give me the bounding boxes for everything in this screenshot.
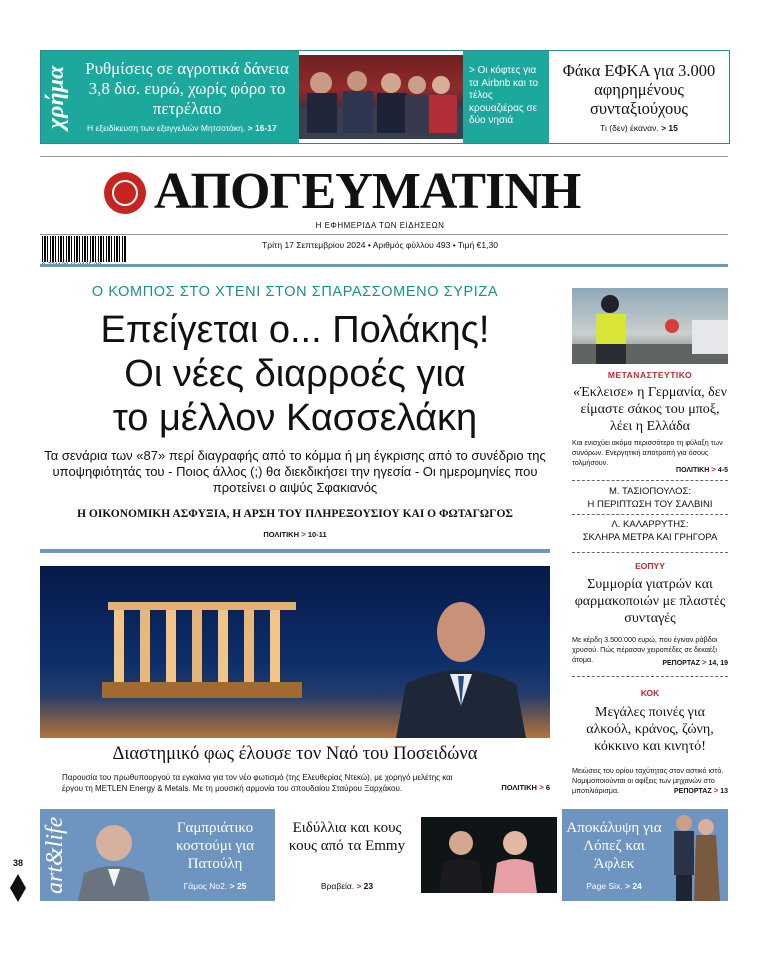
page-number: 38 <box>12 858 23 868</box>
patoulis-page: > 25 <box>229 881 247 891</box>
sidebar-divider-2 <box>572 514 728 515</box>
diamond-icon <box>10 874 26 902</box>
lead-section: ΠΟΛΙΤΙΚΗ <box>263 530 299 539</box>
patoulis-subline <box>158 881 272 891</box>
kok-headline[interactable]: Μεγάλες ποινές για αλκοόλ, κράνος, ζώνη, κόκκινο και κινητό! <box>586 705 714 754</box>
eopyy-arrow-icon: > <box>701 658 707 667</box>
kok-label: ΚΟΚ <box>640 688 660 698</box>
eopyy-ref <box>640 658 728 667</box>
kok-ref <box>640 786 728 795</box>
sidebar-divider-1 <box>572 480 728 481</box>
lopez-affleck-headline: Αποκάλυψη για Λόπεζ και Άφλεκ <box>566 820 662 872</box>
patoulis-headline: Γαμπριάτικο κοστούμι για Πατούλη <box>175 820 255 872</box>
section-label-chrima: χρήμα <box>43 65 69 129</box>
masthead-title: ΑΠΟΓΕΥΜΑΤΙΝΗ <box>154 163 581 220</box>
eopyy-pages: 14, 19 <box>708 660 728 667</box>
prime-minister-illustration <box>396 596 526 738</box>
lead-arrow-icon: > <box>301 530 306 539</box>
top-teaser-bar <box>40 50 730 144</box>
quote2-name: Λ. ΚΑΛΑΡΡΥΤΗΣ: <box>611 519 689 530</box>
migration-body: Και ενισχύει ακόμα περισσότερο τη φύλαξη των συνόρων. Ενεργητική αποτροπή για όσους τολμήσουν. <box>572 438 723 467</box>
lopez-affleck-page: > 24 <box>624 881 642 891</box>
border-police-photo <box>572 288 728 364</box>
emmy-headline: Ειδύλλια και κους κους από τα Emmy <box>288 820 406 854</box>
photo-story-body: Παρουσία του πρωθυπουργού τα εγκαίνια για τον νέο φωτισμό (της Ελευθερίας Ντεκώ), με χορηγό μελέτης και έργου τη METLEN Energy & Metals. Με τη μουσική αρμονία του σπουδαίου Σταύρου Ξαρχάκου. <box>62 773 453 793</box>
efka-headline: Φάκα ΕΦΚΑ για 3.000 αφηρημένους συνταξιούχους <box>562 61 716 118</box>
bottom-teaser-bar <box>40 809 728 901</box>
sidebar-divider-4 <box>572 676 728 677</box>
efka-sub-text: Τι (δεν) έκαναν. <box>600 123 659 133</box>
airbnb-text: > Οι κόφτες για τα Airbnb και το τέλος κρουαζιέρας σε δύο νησιά <box>469 65 539 126</box>
photo-story-section: ΠΟΛΙΤΙΚΗ <box>501 783 537 792</box>
section-label-art-life: art&life <box>42 816 68 894</box>
migration-pages: 4-5 <box>717 467 728 474</box>
money-sub-text: Η εξειδίκευση των εξαγγελιών Μητσοτάκη. <box>87 123 246 133</box>
quote1-text: Η ΠΕΡΙΠΤΩΣΗ ΤΟΥ ΣΑΛΒΙΝΙ <box>587 499 713 510</box>
ministers-photo <box>299 55 463 139</box>
barcode <box>42 236 126 262</box>
kok-body: Μειώσεις του ορίου ταχύτητας στον αστικό ιστό. Νομιμοποιούνται οι αφίξεις των μηχανών στο μποτιλιάρισμα. <box>572 766 724 795</box>
couple-illustration <box>666 809 728 901</box>
emmy-subline <box>279 881 415 891</box>
lead-kicker: Ο ΚΟΜΠΟΣ ΣΤΟ ΧΤΕΝΙ ΣΤΟΝ ΣΠΑΡΑΣΣΟΜΕΝΟ ΣΥΡΙΖΑ <box>91 284 499 300</box>
kok-section: ΡΕΠΟΡΤΑΖ <box>674 788 712 795</box>
photo-story-ref <box>470 783 550 792</box>
emmy-page-value: 23 <box>363 881 374 891</box>
money-pages-value: 16-17 <box>254 123 277 133</box>
ministers-photo-illustration <box>299 55 463 139</box>
photo-story-page: 6 <box>545 783 550 792</box>
emmy-sub-text: Βραβεία. <box>320 881 355 891</box>
eopyy-body: Με κέρδη 3.500.000 ευρώ, που έγιναν ράβδοι χρυσού. Πώς πέρασαν χειροπέδες σε δεκαέξι άτομα. <box>572 635 718 664</box>
patoulis-teaser[interactable] <box>40 809 275 901</box>
quote1-name: Μ. ΤΑΣΙΟΠΟΥΛΟΣ: <box>609 486 691 497</box>
money-headline: Ρυθμίσεις σε αγροτικά δάνεια 3,8 δισ. ευρώ, χωρίς φόρο το πετρέλαιο <box>85 59 289 118</box>
masthead-logo-seal <box>104 172 146 214</box>
eopyy-section: ΡΕΠΟΡΤΑΖ <box>662 660 700 667</box>
lead-headline-line-3[interactable]: το μέλλον Κασσελάκη <box>112 397 478 439</box>
lead-bold-line: Η ΟΙΚΟΝΟΜΙΚΗ ΑΣΦΥΞΙΑ, Η ΑΡΣΗ ΤΟΥ ΠΛΗΡΕΞΟΥΣΙΟΥ ΚΑΙ Ο ΦΩΤΑΓΩΓΟΣ <box>77 508 513 520</box>
masthead-bottom-rule <box>40 234 728 235</box>
masthead-subtitle: Η ΕΦΗΜΕΡΙΔΑ ΤΩΝ ΕΙΔΗΣΕΩΝ <box>315 221 445 230</box>
emmy-page: > 23 <box>356 881 374 891</box>
efka-teaser[interactable] <box>549 51 729 143</box>
lead-pages: 10-11 <box>307 530 327 539</box>
masthead-top-rule <box>40 156 728 157</box>
airbnb-teaser[interactable] <box>463 51 549 143</box>
temple-photo <box>40 566 550 738</box>
lopez-affleck-page-value: 24 <box>632 881 642 891</box>
efka-subline <box>555 123 723 133</box>
migration-section: ΠΟΛΙΤΙΚΗ <box>676 467 710 474</box>
eopyy-label: ΕΟΠΥΥ <box>635 561 665 571</box>
migration-headline[interactable]: «Έκλεισε» η Γερμανία, δεν είμαστε σάκος του μποξ, λέει η Ελλάδα <box>573 385 727 434</box>
money-teaser[interactable] <box>41 51 299 143</box>
temple-illustration <box>102 590 302 698</box>
money-subline <box>87 123 297 133</box>
efka-page: > 15 <box>661 123 678 133</box>
migration-ref <box>620 465 728 474</box>
lopez-affleck-sub-text: Page Six. <box>586 881 623 891</box>
masthead-blue-rule <box>40 264 728 267</box>
sidebar-divider-3 <box>572 552 728 553</box>
migration-arrow-icon: > <box>711 465 716 474</box>
emmy-teaser[interactable] <box>275 809 562 901</box>
quote2-text: ΣΚΛΗΡΑ ΜΕΤΡΑ ΚΑΙ ΓΡΗΓΟΡΑ <box>582 532 718 543</box>
lead-ref <box>40 530 550 539</box>
patoulis-page-value: 25 <box>236 881 247 891</box>
lopez-affleck-subline <box>566 881 662 891</box>
photo-story-headline[interactable]: Διαστημικό φως έλουσε τον Ναό του Ποσειδώνα <box>112 744 478 764</box>
kok-page: 13 <box>720 788 728 795</box>
money-pages: > 16-17 <box>247 123 277 133</box>
lead-headline-line-1[interactable]: Επείγεται ο... Πολάκης! <box>100 309 490 351</box>
lead-blue-rule <box>40 549 550 553</box>
emmy-photo-illustration <box>421 817 557 893</box>
migration-label: ΜΕΤΑΝΑΣΤΕΥΤΙΚΟ <box>607 370 693 380</box>
lead-headline-line-2[interactable]: Οι νέες διαρροές για <box>124 353 466 395</box>
patoulis-sub-text: Γάμος Νο2. <box>183 881 228 891</box>
patoulis-illustration <box>74 817 154 901</box>
police-officer-illustration <box>572 288 728 364</box>
lopez-affleck-teaser[interactable] <box>562 809 728 901</box>
photo-story-arrow-icon: > <box>539 783 544 792</box>
kok-arrow-icon: > <box>713 786 719 795</box>
issue-info: Τρίτη 17 Σεπτεμβρίου 2024 • Αριθμός φύλλου 493 • Τιμή €1,30 <box>262 240 498 250</box>
efka-page-value: 15 <box>668 123 678 133</box>
eopyy-headline[interactable]: Συμμορία γιατρών και φαρμακοποιών με πλαστές συνταγές <box>574 577 726 626</box>
lead-standfirst: Τα σενάρια των «87» περί διαγραφής από το κόμμα ή μη έγκρισης από το συνέδριο της υποψηφιότητάς του - Ποιος άλλος (;) θα διεκδικήσει την ηγεσία - Οι ημερομηνίες που προτείνει ο αιψύς Σφακιανός <box>44 448 546 495</box>
